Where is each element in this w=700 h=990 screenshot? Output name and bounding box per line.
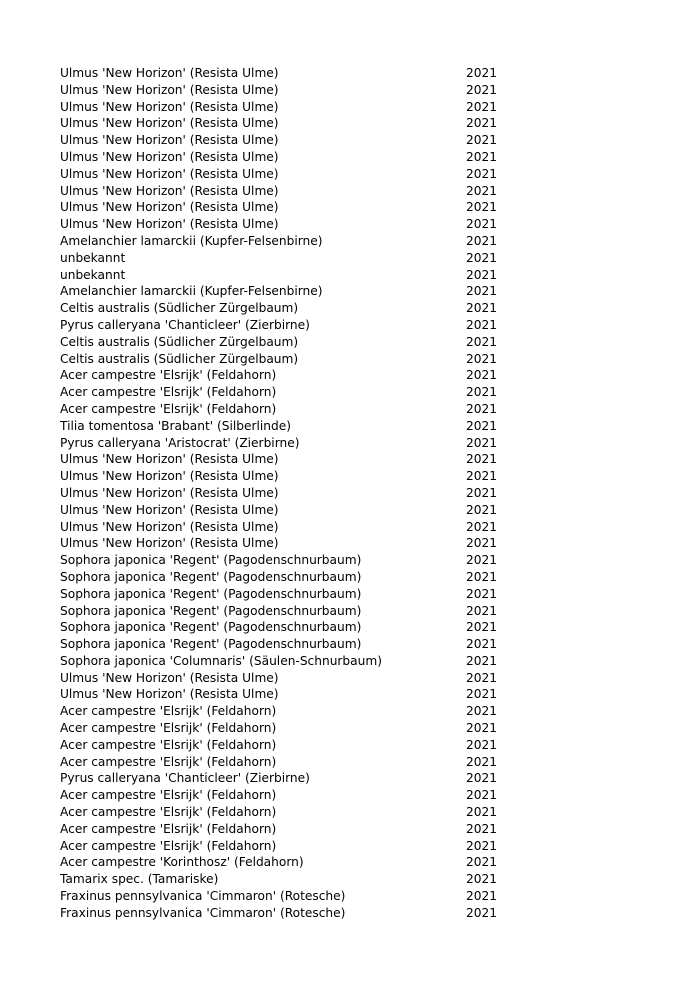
planting-year: 2021 xyxy=(466,687,498,702)
tree-species: Sophora japonica 'Regent' (Pagodenschnurbaum) xyxy=(60,637,362,652)
list-row xyxy=(60,485,500,502)
tree-species: Ulmus 'New Horizon' (Resista Ulme) xyxy=(60,452,279,467)
tree-species: Tamarix spec. (Tamariske) xyxy=(60,872,219,887)
list-row xyxy=(60,754,500,771)
tree-species: Acer campestre 'Elsrijk' (Feldahorn) xyxy=(60,805,277,820)
planting-year: 2021 xyxy=(466,200,498,215)
planting-year: 2021 xyxy=(466,586,498,601)
planting-year: 2021 xyxy=(466,889,498,904)
planting-year: 2021 xyxy=(466,301,498,316)
tree-species: Ulmus 'New Horizon' (Resista Ulme) xyxy=(60,502,279,517)
tree-species: Amelanchier lamarckii (Kupfer-Felsenbirne) xyxy=(60,233,323,248)
tree-species: Acer campestre 'Elsrijk' (Feldahorn) xyxy=(60,754,277,769)
tree-species: Sophora japonica 'Regent' (Pagodenschnurbaum) xyxy=(60,569,362,584)
tree-species: unbekannt xyxy=(60,250,126,265)
tree-species: Ulmus 'New Horizon' (Resista Ulme) xyxy=(60,536,279,551)
planting-year: 2021 xyxy=(466,66,498,80)
tree-species: Celtis australis (Südlicher Zürgelbaum) xyxy=(60,351,299,366)
planting-year: 2021 xyxy=(466,872,498,887)
planting-year: 2021 xyxy=(466,536,498,551)
list-row xyxy=(60,838,500,855)
list-row xyxy=(60,535,500,552)
list-row xyxy=(60,468,500,485)
tree-species: Ulmus 'New Horizon' (Resista Ulme) xyxy=(60,99,279,114)
tree-list xyxy=(60,65,500,922)
planting-year: 2021 xyxy=(466,721,498,736)
list-row xyxy=(60,183,500,200)
planting-year: 2021 xyxy=(466,368,498,383)
planting-year: 2021 xyxy=(466,418,498,433)
planting-year: 2021 xyxy=(466,771,498,786)
tree-species: Ulmus 'New Horizon' (Resista Ulme) xyxy=(60,217,279,232)
list-row xyxy=(60,132,500,149)
planting-year: 2021 xyxy=(466,805,498,820)
list-row xyxy=(60,451,500,468)
planting-year: 2021 xyxy=(466,317,498,332)
tree-species: Ulmus 'New Horizon' (Resista Ulme) xyxy=(60,116,279,131)
tree-species: Ulmus 'New Horizon' (Resista Ulme) xyxy=(60,519,279,534)
tree-species: Ulmus 'New Horizon' (Resista Ulme) xyxy=(60,485,279,500)
planting-year: 2021 xyxy=(466,82,498,97)
tree-species: Sophora japonica 'Regent' (Pagodenschnurbaum) xyxy=(60,603,362,618)
tree-species: Acer campestre 'Elsrijk' (Feldahorn) xyxy=(60,788,277,803)
planting-year: 2021 xyxy=(466,435,498,450)
tree-species: Pyrus calleryana 'Aristocrat' (Zierbirne) xyxy=(60,435,300,450)
list-row xyxy=(60,418,500,435)
tree-species: Sophora japonica 'Regent' (Pagodenschnurbaum) xyxy=(60,586,362,601)
list-row xyxy=(60,233,500,250)
planting-year: 2021 xyxy=(466,99,498,114)
list-row xyxy=(60,770,500,787)
list-row xyxy=(60,619,500,636)
tree-species: Acer campestre 'Elsrijk' (Feldahorn) xyxy=(60,821,277,836)
tree-species: Ulmus 'New Horizon' (Resista Ulme) xyxy=(60,82,279,97)
planting-year: 2021 xyxy=(466,166,498,181)
list-row xyxy=(60,99,500,116)
tree-species: Ulmus 'New Horizon' (Resista Ulme) xyxy=(60,183,279,198)
list-row xyxy=(60,199,500,216)
list-row xyxy=(60,703,500,720)
planting-year: 2021 xyxy=(466,603,498,618)
planting-year: 2021 xyxy=(466,788,498,803)
planting-year: 2021 xyxy=(466,116,498,131)
list-row xyxy=(60,216,500,233)
tree-species: Ulmus 'New Horizon' (Resista Ulme) xyxy=(60,66,279,80)
list-row xyxy=(60,502,500,519)
tree-species: Ulmus 'New Horizon' (Resista Ulme) xyxy=(60,133,279,148)
planting-year: 2021 xyxy=(466,452,498,467)
list-row xyxy=(60,317,500,334)
tree-species: Acer campestre 'Elsrijk' (Feldahorn) xyxy=(60,368,277,383)
planting-year: 2021 xyxy=(466,519,498,534)
list-row xyxy=(60,686,500,703)
planting-year: 2021 xyxy=(466,569,498,584)
list-row xyxy=(60,82,500,99)
list-row xyxy=(60,821,500,838)
tree-species: Sophora japonica 'Regent' (Pagodenschnurbaum) xyxy=(60,553,362,568)
planting-year: 2021 xyxy=(466,267,498,282)
tree-species: Pyrus calleryana 'Chanticleer' (Zierbirne) xyxy=(60,317,310,332)
list-row xyxy=(60,854,500,871)
list-row xyxy=(60,636,500,653)
planting-year: 2021 xyxy=(466,704,498,719)
tree-species: Acer campestre 'Elsrijk' (Feldahorn) xyxy=(60,737,277,752)
planting-year: 2021 xyxy=(466,183,498,198)
planting-year: 2021 xyxy=(466,485,498,500)
tree-species: Pyrus calleryana 'Chanticleer' (Zierbirne) xyxy=(60,771,310,786)
list-row xyxy=(60,334,500,351)
planting-year: 2021 xyxy=(466,401,498,416)
tree-species: Acer campestre 'Elsrijk' (Feldahorn) xyxy=(60,401,277,416)
tree-species: Sophora japonica 'Columnaris' (Säulen-Schnurbaum) xyxy=(60,653,382,668)
tree-species: Fraxinus pennsylvanica 'Cimmaron' (Rotesche) xyxy=(60,889,346,904)
planting-year: 2021 xyxy=(466,250,498,265)
list-row xyxy=(60,367,500,384)
planting-year: 2021 xyxy=(466,637,498,652)
list-row xyxy=(60,519,500,536)
list-row xyxy=(60,603,500,620)
tree-species: Sophora japonica 'Regent' (Pagodenschnurbaum) xyxy=(60,620,362,635)
tree-species: Acer campestre 'Korinthosz' (Feldahorn) xyxy=(60,855,304,870)
planting-year: 2021 xyxy=(466,821,498,836)
planting-year: 2021 xyxy=(466,737,498,752)
tree-species: Tilia tomentosa 'Brabant' (Silberlinde) xyxy=(60,418,291,433)
planting-year: 2021 xyxy=(466,620,498,635)
list-row xyxy=(60,267,500,284)
list-row xyxy=(60,250,500,267)
list-row xyxy=(60,300,500,317)
list-row xyxy=(60,384,500,401)
list-row xyxy=(60,569,500,586)
tree-species: Acer campestre 'Elsrijk' (Feldahorn) xyxy=(60,838,277,853)
list-row xyxy=(60,552,500,569)
planting-year: 2021 xyxy=(466,553,498,568)
list-row xyxy=(60,115,500,132)
list-row xyxy=(60,283,500,300)
list-row xyxy=(60,804,500,821)
list-row xyxy=(60,401,500,418)
list-row xyxy=(60,720,500,737)
planting-year: 2021 xyxy=(466,905,498,920)
tree-species: Ulmus 'New Horizon' (Resista Ulme) xyxy=(60,687,279,702)
tree-species: Celtis australis (Südlicher Zürgelbaum) xyxy=(60,334,299,349)
planting-year: 2021 xyxy=(466,284,498,299)
planting-year: 2021 xyxy=(466,233,498,248)
tree-species: Ulmus 'New Horizon' (Resista Ulme) xyxy=(60,166,279,181)
tree-species: Acer campestre 'Elsrijk' (Feldahorn) xyxy=(60,721,277,736)
list-row xyxy=(60,871,500,888)
list-row xyxy=(60,351,500,368)
planting-year: 2021 xyxy=(466,334,498,349)
tree-species: Fraxinus pennsylvanica 'Cimmaron' (Rotesche) xyxy=(60,905,346,920)
tree-species: Ulmus 'New Horizon' (Resista Ulme) xyxy=(60,670,279,685)
tree-species: Amelanchier lamarckii (Kupfer-Felsenbirne) xyxy=(60,284,323,299)
list-row xyxy=(60,586,500,603)
tree-species: Acer campestre 'Elsrijk' (Feldahorn) xyxy=(60,385,277,400)
planting-year: 2021 xyxy=(466,754,498,769)
list-row xyxy=(60,888,500,905)
planting-year: 2021 xyxy=(466,217,498,232)
planting-year: 2021 xyxy=(466,385,498,400)
planting-year: 2021 xyxy=(466,670,498,685)
list-row xyxy=(60,670,500,687)
tree-species: Celtis australis (Südlicher Zürgelbaum) xyxy=(60,301,299,316)
planting-year: 2021 xyxy=(466,133,498,148)
planting-year: 2021 xyxy=(466,653,498,668)
tree-species: Ulmus 'New Horizon' (Resista Ulme) xyxy=(60,149,279,164)
tree-species: unbekannt xyxy=(60,267,126,282)
list-row xyxy=(60,149,500,166)
list-row xyxy=(60,905,500,922)
tree-species: Ulmus 'New Horizon' (Resista Ulme) xyxy=(60,200,279,215)
list-row xyxy=(60,737,500,754)
tree-species: Ulmus 'New Horizon' (Resista Ulme) xyxy=(60,469,279,484)
planting-year: 2021 xyxy=(466,502,498,517)
planting-year: 2021 xyxy=(466,351,498,366)
list-row xyxy=(60,435,500,452)
list-row xyxy=(60,653,500,670)
list-row xyxy=(60,166,500,183)
list-row xyxy=(60,65,500,82)
planting-year: 2021 xyxy=(466,149,498,164)
planting-year: 2021 xyxy=(466,838,498,853)
tree-species: Acer campestre 'Elsrijk' (Feldahorn) xyxy=(60,704,277,719)
planting-year: 2021 xyxy=(466,469,498,484)
list-row xyxy=(60,787,500,804)
planting-year: 2021 xyxy=(466,855,498,870)
